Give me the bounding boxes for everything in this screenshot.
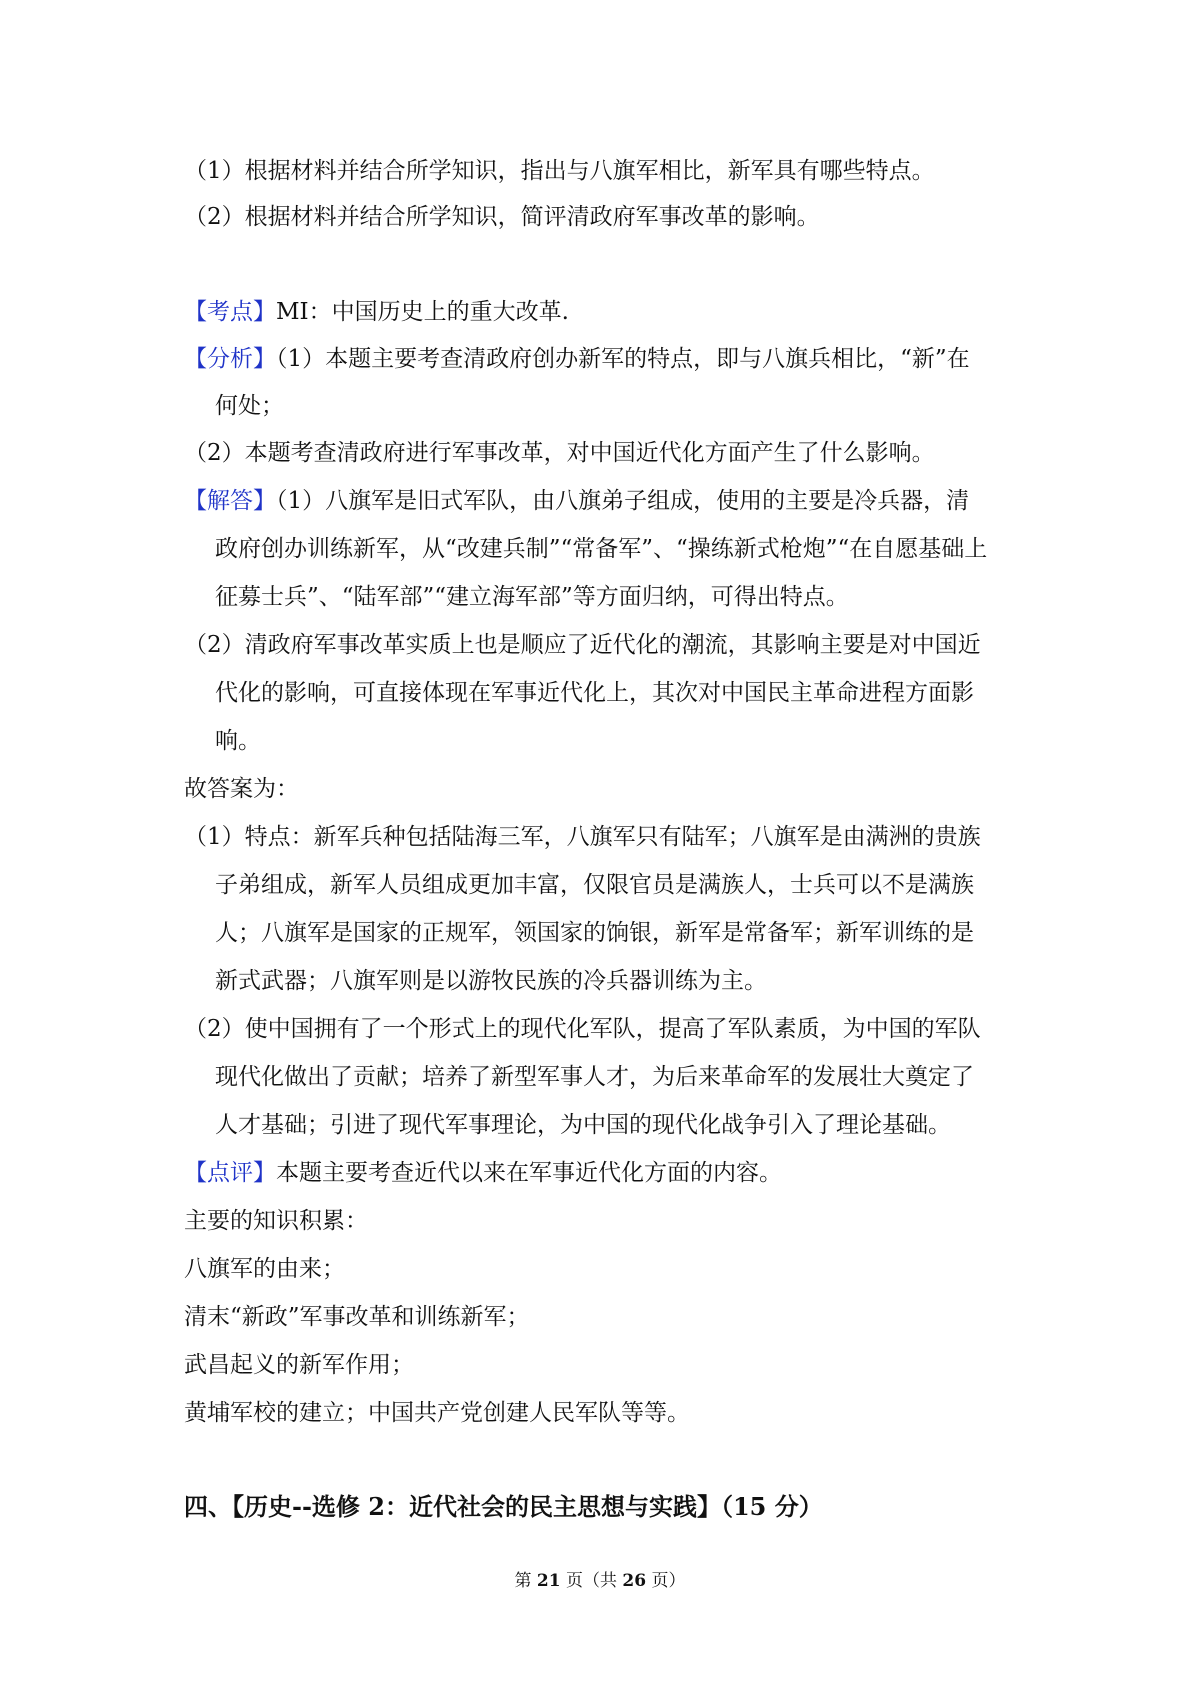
answer-2-line-2: 现代化做出了贡献；培养了新型军事人才，为后来革命军的发展壮大奠定了	[215, 1064, 974, 1090]
kaodian-tag: 【考点】	[184, 299, 276, 325]
answer-1-line-3: 人；八旗军是国家的正规军，领国家的饷银，新军是常备军；新军训练的是	[215, 920, 974, 946]
jieda-line-1	[184, 485, 969, 517]
knowledge-item-3: 武昌起义的新军作用；	[184, 1352, 414, 1378]
fenxi-line-1	[184, 343, 970, 375]
answer-1-line-4: 新式武器；八旗军则是以游牧民族的冷兵器训练为主。	[215, 968, 767, 994]
knowledge-item-1: 八旗军的由来；	[184, 1256, 345, 1282]
dianping-line	[184, 1157, 782, 1189]
jieda-line-2: 政府创办训练新军，从“改建兵制”“常备军”、“操练新式枪炮”“在自愿基础上	[215, 536, 988, 562]
jieda-line-5: 代化的影响，可直接体现在军事近代化上，其次对中国民主革命进程方面影	[215, 680, 974, 706]
footer-total-pages: 26	[622, 1571, 647, 1591]
kaodian-text: MI：中国历史上的重大改革.	[276, 299, 569, 325]
jieda-line-4: （2）清政府军事改革实质上也是顺应了近代化的潮流，其影响主要是对中国近	[184, 632, 981, 658]
answer-intro: 故答案为：	[184, 776, 299, 802]
answer-2-line-3: 人才基础；引进了现代军事理论，为中国的现代化战争引入了理论基础。	[215, 1112, 951, 1138]
section-heading: 四、【历史--选修 2：近代社会的民主思想与实践】（15 分）	[184, 1492, 823, 1521]
footer-prefix: 第	[514, 1571, 537, 1591]
jieda-line-3: 征募士兵”、“陆军部”“建立海军部”等方面归纳，可得出特点。	[215, 584, 849, 610]
kaodian-line	[184, 296, 569, 328]
jieda-line-6: 响。	[215, 728, 261, 754]
footer-middle: 页（共	[560, 1571, 623, 1591]
fenxi-line-3: （2）本题考查清政府进行军事改革，对中国近代化方面产生了什么影响。	[184, 440, 935, 466]
question-1: （1）根据材料并结合所学知识，指出与八旗军相比，新军具有哪些特点。	[184, 158, 935, 184]
knowledge-item-4: 黄埔军校的建立；中国共产党创建人民军队等等。	[184, 1400, 690, 1426]
fenxi-tag: 【分析】	[184, 346, 276, 372]
jieda-tag: 【解答】	[184, 488, 276, 514]
answer-1-line-1: （1）特点：新军兵种包括陆海三军，八旗军只有陆军；八旗军是由满洲的贵族	[184, 824, 981, 850]
footer-suffix: 页）	[646, 1571, 686, 1591]
question-2: （2）根据材料并结合所学知识，简评清政府军事改革的影响。	[184, 204, 820, 230]
page-footer	[0, 1566, 1200, 1591]
knowledge-item-2: 清末“新政”军事改革和训练新军；	[184, 1304, 530, 1330]
fenxi-line-2: 何处；	[215, 393, 284, 419]
answer-1-line-2: 子弟组成，新军人员组成更加丰富，仅限官员是满族人，士兵可以不是满族	[215, 872, 974, 898]
knowledge-intro: 主要的知识积累：	[184, 1208, 368, 1234]
fenxi-text-1: （1）本题主要考查清政府创办新军的特点，即与八旗兵相比，“新”在	[276, 346, 970, 372]
dianping-tag: 【点评】	[184, 1160, 276, 1186]
jieda-text-1: （1）八旗军是旧式军队，由八旗弟子组成，使用的主要是冷兵器，清	[276, 488, 970, 514]
dianping-text: 本题主要考查近代以来在军事近代化方面的内容。	[276, 1160, 782, 1186]
footer-page-number: 21	[536, 1571, 561, 1591]
answer-2-line-1: （2）使中国拥有了一个形式上的现代化军队，提高了军队素质，为中国的军队	[184, 1016, 981, 1042]
